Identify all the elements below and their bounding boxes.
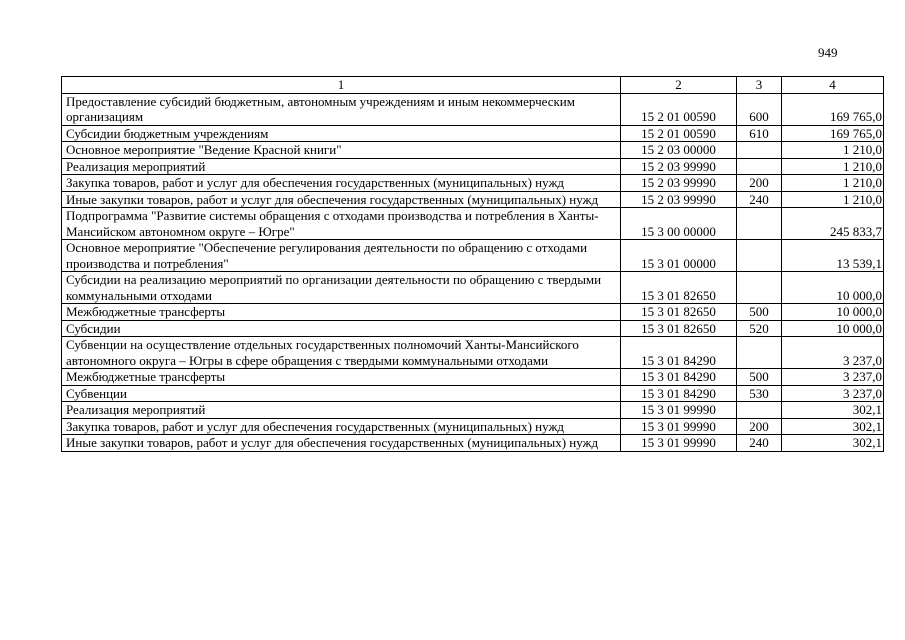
header-cell-2: 2 — [621, 77, 737, 94]
row-amount-cell: 1 210,0 — [782, 191, 884, 208]
row-type-cell — [737, 142, 782, 159]
row-code-cell: 15 2 01 00590 — [621, 93, 737, 125]
row-amount-cell: 1 210,0 — [782, 142, 884, 159]
table-row — [62, 402, 884, 419]
table-row — [62, 93, 884, 125]
row-type-cell: 600 — [737, 93, 782, 125]
row-type-cell — [737, 402, 782, 419]
row-amount-cell: 10 000,0 — [782, 272, 884, 304]
row-name-cell: Субсидии на реализацию мероприятий по организации деятельности по обращению с твердыми коммунальными отходами — [62, 272, 621, 304]
row-amount-cell: 3 237,0 — [782, 385, 884, 402]
row-code-cell: 15 3 01 82650 — [621, 304, 737, 321]
row-type-cell: 240 — [737, 191, 782, 208]
row-code-cell: 15 2 03 99990 — [621, 191, 737, 208]
row-code-cell: 15 3 01 00000 — [621, 240, 737, 272]
row-code-cell: 15 2 03 00000 — [621, 142, 737, 159]
table-row — [62, 158, 884, 175]
row-amount-cell: 302,1 — [782, 402, 884, 419]
row-type-cell: 500 — [737, 304, 782, 321]
row-amount-cell: 245 833,7 — [782, 208, 884, 240]
row-code-cell: 15 3 01 82650 — [621, 272, 737, 304]
table-row — [62, 369, 884, 386]
header-cell-4: 4 — [782, 77, 884, 94]
row-name-cell: Закупка товаров, работ и услуг для обеспечения государственных (муниципальных) нужд — [62, 175, 621, 192]
row-amount-cell: 3 237,0 — [782, 369, 884, 386]
table-row — [62, 337, 884, 369]
row-amount-cell: 13 539,1 — [782, 240, 884, 272]
table-row — [62, 240, 884, 272]
row-amount-cell: 169 765,0 — [782, 125, 884, 142]
row-amount-cell: 302,1 — [782, 418, 884, 435]
table-row — [62, 272, 884, 304]
row-name-cell: Субсидии бюджетным учреждениям — [62, 125, 621, 142]
row-type-cell — [737, 208, 782, 240]
table-row — [62, 435, 884, 452]
row-type-cell — [737, 337, 782, 369]
row-amount-cell: 1 210,0 — [782, 158, 884, 175]
row-name-cell: Субсидии — [62, 320, 621, 337]
row-code-cell: 15 3 01 84290 — [621, 337, 737, 369]
row-code-cell: 15 3 01 99990 — [621, 418, 737, 435]
row-type-cell: 200 — [737, 418, 782, 435]
row-name-cell: Субвенции — [62, 385, 621, 402]
row-type-cell: 530 — [737, 385, 782, 402]
row-name-cell: Реализация мероприятий — [62, 158, 621, 175]
row-name-cell: Основное мероприятие "Ведение Красной книги" — [62, 142, 621, 159]
table-row — [62, 320, 884, 337]
row-code-cell: 15 3 01 99990 — [621, 402, 737, 419]
row-code-cell: 15 3 01 99990 — [621, 435, 737, 452]
row-type-cell: 200 — [737, 175, 782, 192]
row-type-cell: 610 — [737, 125, 782, 142]
row-name-cell: Субвенции на осуществление отдельных государственных полномочий Ханты-Мансийского автономного округа – Югры в сфере обращения с твердыми коммунальными отходами — [62, 337, 621, 369]
row-name-cell: Межбюджетные трансферты — [62, 304, 621, 321]
row-type-cell: 500 — [737, 369, 782, 386]
row-code-cell: 15 3 00 00000 — [621, 208, 737, 240]
row-name-cell: Предоставление субсидий бюджетным, автономным учреждениям и иным некоммерческим организациям — [62, 93, 621, 125]
row-name-cell: Иные закупки товаров, работ и услуг для обеспечения государственных (муниципальных) нужд — [62, 191, 621, 208]
table-row — [62, 125, 884, 142]
page-number: 949 — [818, 45, 838, 60]
table-row — [62, 191, 884, 208]
table-row — [62, 418, 884, 435]
row-amount-cell: 302,1 — [782, 435, 884, 452]
table-row — [62, 385, 884, 402]
table-row — [62, 304, 884, 321]
table-row — [62, 175, 884, 192]
table-row — [62, 142, 884, 159]
row-code-cell: 15 2 03 99990 — [621, 158, 737, 175]
row-code-cell: 15 3 01 82650 — [621, 320, 737, 337]
table-row — [62, 208, 884, 240]
row-type-cell — [737, 158, 782, 175]
row-name-cell: Реализация мероприятий — [62, 402, 621, 419]
row-code-cell: 15 3 01 84290 — [621, 369, 737, 386]
row-name-cell: Закупка товаров, работ и услуг для обеспечения государственных (муниципальных) нужд — [62, 418, 621, 435]
header-cell-1: 1 — [62, 77, 621, 94]
row-code-cell: 15 3 01 84290 — [621, 385, 737, 402]
row-name-cell: Иные закупки товаров, работ и услуг для обеспечения государственных (муниципальных) нужд — [62, 435, 621, 452]
row-type-cell: 520 — [737, 320, 782, 337]
row-name-cell: Подпрограмма "Развитие системы обращения с отходами производства и потребления в Ханты-Мансийском автономном округе – Югре" — [62, 208, 621, 240]
row-amount-cell: 3 237,0 — [782, 337, 884, 369]
row-amount-cell: 10 000,0 — [782, 304, 884, 321]
row-amount-cell: 10 000,0 — [782, 320, 884, 337]
row-amount-cell: 169 765,0 — [782, 93, 884, 125]
row-code-cell: 15 2 01 00590 — [621, 125, 737, 142]
header-cell-3: 3 — [737, 77, 782, 94]
row-amount-cell: 1 210,0 — [782, 175, 884, 192]
row-code-cell: 15 2 03 99990 — [621, 175, 737, 192]
row-type-cell — [737, 240, 782, 272]
table-header-row — [62, 77, 884, 94]
budget-table — [61, 76, 884, 452]
row-name-cell: Основное мероприятие "Обеспечение регулирования деятельности по обращению с отходами производства и потребления" — [62, 240, 621, 272]
row-type-cell: 240 — [737, 435, 782, 452]
row-type-cell — [737, 272, 782, 304]
row-name-cell: Межбюджетные трансферты — [62, 369, 621, 386]
